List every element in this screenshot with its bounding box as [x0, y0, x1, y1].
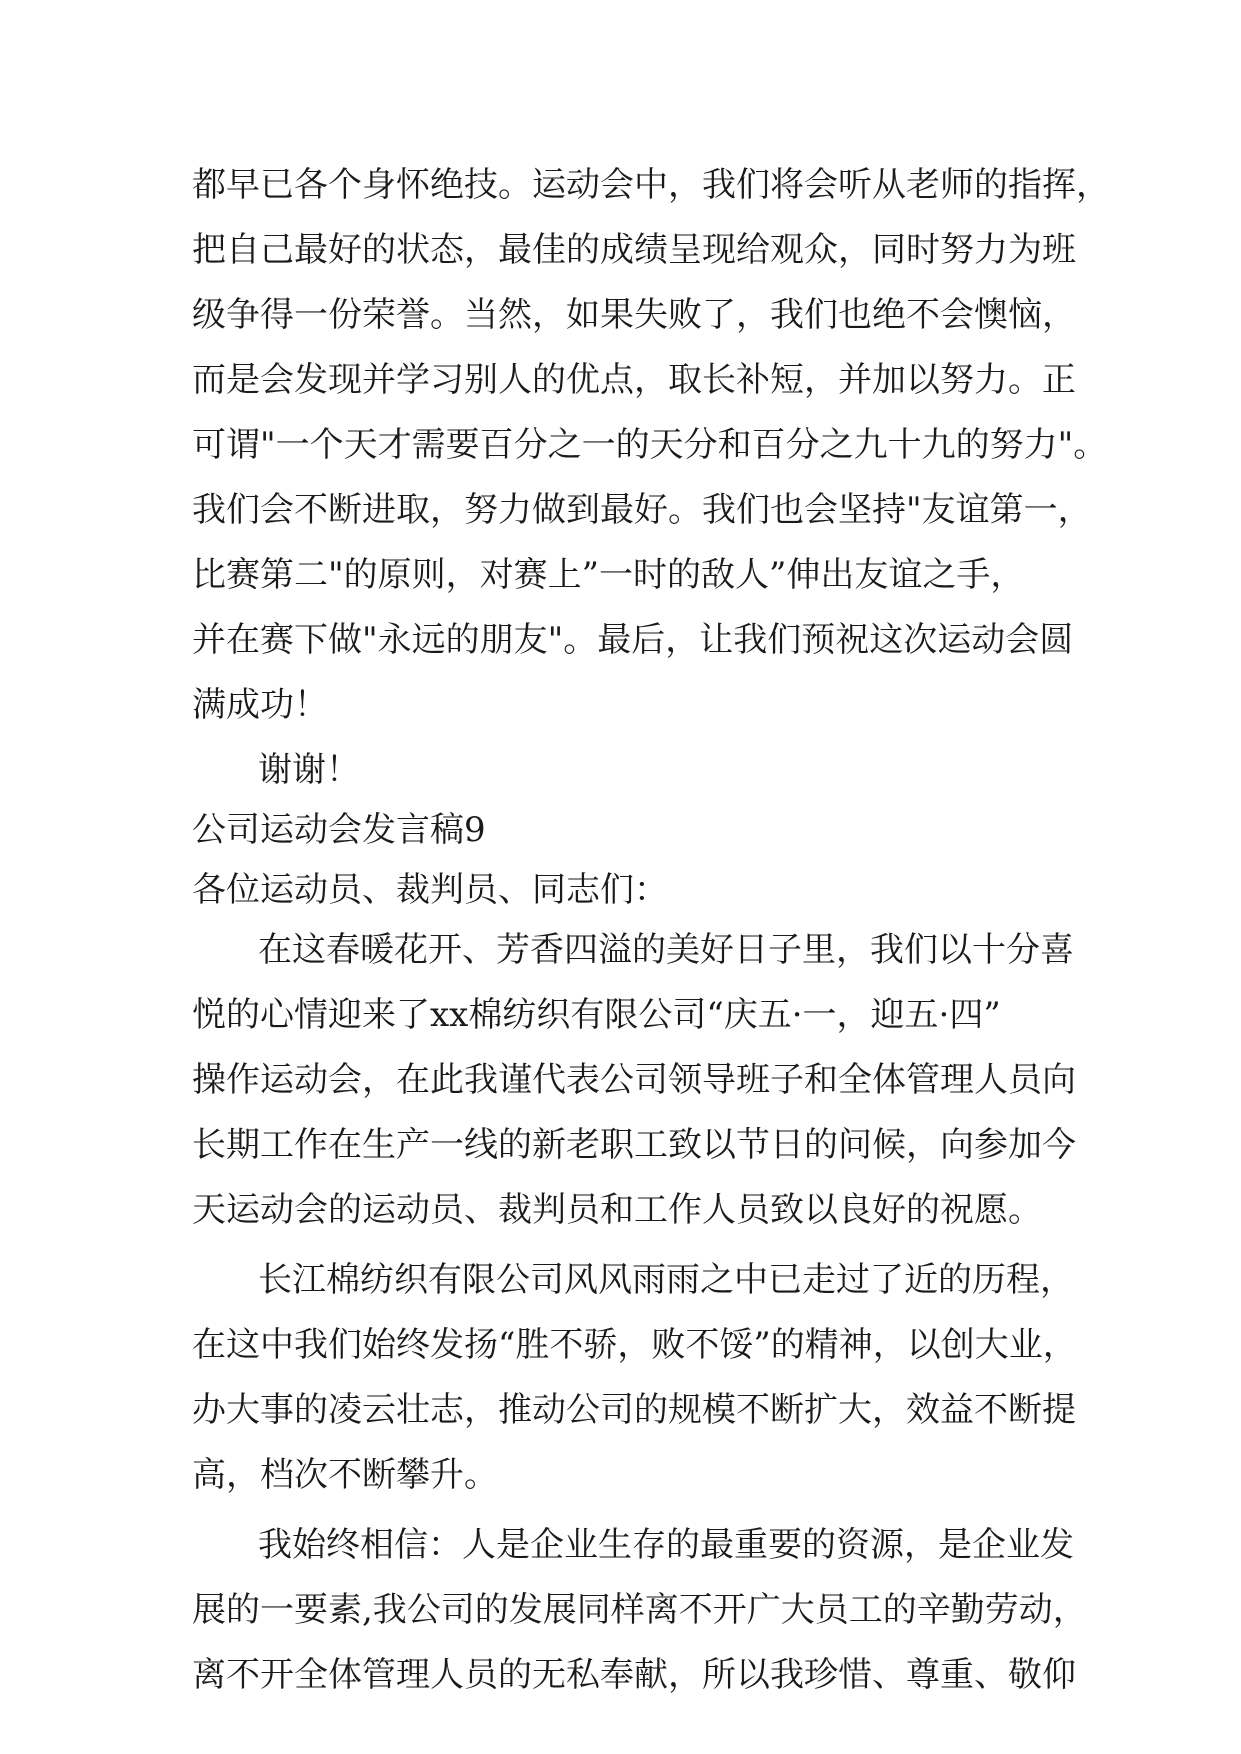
- text-line: 把自己最好的状态，最佳的成绩呈现给观众，同时努力为班: [192, 230, 1076, 270]
- text-line: 长期工作在生产一线的新老职工致以节日的问候，向参加今: [192, 1125, 1076, 1165]
- text-line: 我始终相信：人是企业生存的最重要的资源，是企业发: [258, 1525, 1074, 1565]
- text-line: 我们会不断进取，努力做到最好。我们也会坚持"友谊第一，: [192, 490, 1092, 530]
- text-line: 并在赛下做"永远的朋友"。最后，让我们预祝这次运动会圆: [192, 620, 1074, 660]
- text-line: 都早已各个身怀绝技。运动会中，我们将会听从老师的指挥，: [192, 165, 1110, 205]
- salutation: 各位运动员、裁判员、同志们：: [192, 870, 668, 910]
- section-heading: 公司运动会发言稿9: [192, 810, 486, 850]
- text-line: 级争得一份荣誉。当然，如果失败了，我们也绝不会懊恼，: [192, 295, 1076, 335]
- text-line: 高，档次不断攀升。: [192, 1455, 498, 1495]
- text-line: 满成功！: [192, 685, 328, 725]
- text-line: 在这春暖花开、芳香四溢的美好日子里，我们以十分喜: [258, 930, 1074, 970]
- text-line: 办大事的凌云壮志，推动公司的规模不断扩大，效益不断提: [192, 1390, 1076, 1430]
- closing-thanks: 谢谢！: [258, 750, 360, 790]
- text-line: 悦的心情迎来了xx棉纺织有限公司“庆五·一，迎五·四”: [192, 995, 1001, 1035]
- text-line: 长江棉纺织有限公司风风雨雨之中已走过了近的历程，: [258, 1260, 1074, 1300]
- text-line: 比赛第二"的原则，对赛上”一时的敌人”伸出友谊之手，: [192, 555, 1025, 595]
- text-line: 操作运动会，在此我谨代表公司领导班子和全体管理人员向: [192, 1060, 1076, 1100]
- text-line: 天运动会的运动员、裁判员和工作人员致以良好的祝愿。: [192, 1190, 1042, 1230]
- text-line: 在这中我们始终发扬“胜不骄，败不馁”的精神，以创大业，: [192, 1325, 1077, 1365]
- text-line: 而是会发现并学习别人的优点，取长补短，并加以努力。正: [192, 360, 1076, 400]
- text-line: 离不开全体管理人员的无私奉献，所以我珍惜、尊重、敬仰: [192, 1655, 1076, 1695]
- text-line: 可谓"一个天才需要百分之一的天分和百分之九十九的努力"。: [192, 425, 1108, 465]
- text-line: 展的一要素,我公司的发展同样离不开广大员工的辛勤劳动，: [192, 1590, 1087, 1630]
